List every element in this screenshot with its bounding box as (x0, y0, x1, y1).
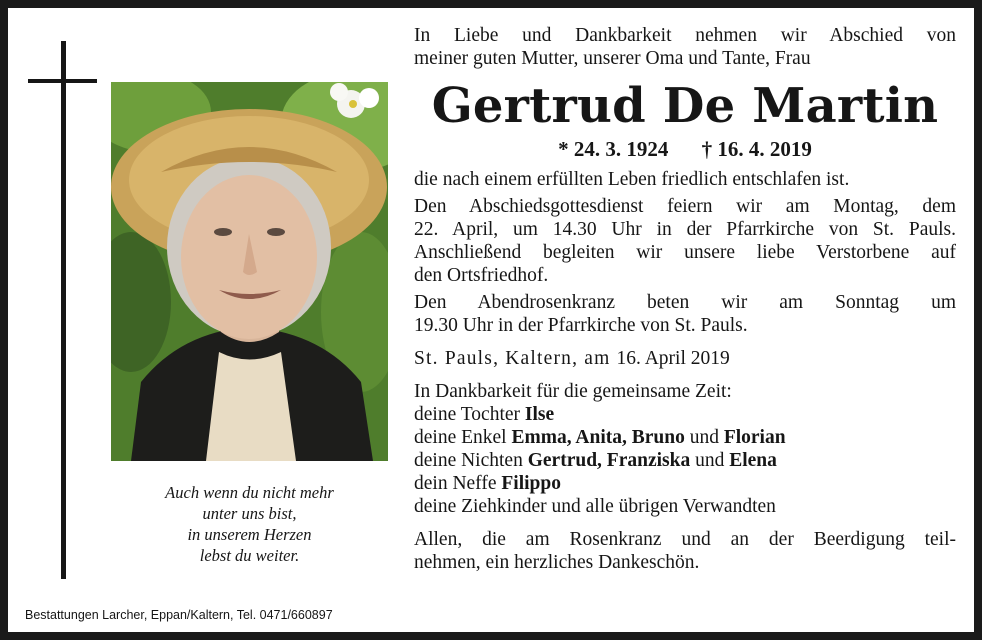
family-label: deine Tochter (414, 404, 521, 425)
rosary-line: 19.30 Uhr in der Pfarrkirche von St. Pauls. (414, 315, 748, 336)
service-line: Den Abschiedsgottesdienst feiern wir am Montag, dem (414, 196, 956, 217)
family-nephew (414, 472, 956, 495)
family-names: Gertrud, Franziska (527, 450, 691, 471)
closing-line: nehmen, ein herzliches Dankeschön. (414, 552, 700, 573)
thanks-intro: In Dankbarkeit für die gemeinsame Zeit: (414, 381, 732, 402)
portrait-illustration (111, 82, 388, 461)
family-label: dein Neffe (414, 473, 497, 494)
paragraph-peaceful: die nach einem erfüllten Leben friedlich entschlafen ist. (414, 169, 850, 190)
service-line: 22. April, um 14.30 Uhr in der Pfarrkirche von St. Pauls. (414, 219, 956, 240)
portrait-photo (111, 82, 388, 461)
quote-line: in unserem Herzen (187, 525, 312, 544)
family-names: Elena (729, 450, 777, 471)
family-others: deine Ziehkinder und alle übrigen Verwandten (414, 496, 776, 517)
quote-line: Auch wenn du nicht mehr (165, 483, 334, 502)
family-nieces (414, 449, 956, 472)
closing-line: Allen, die am Rosenkranz und an der Beerdigung teil- (414, 529, 956, 550)
family-conjunction: und (695, 450, 725, 471)
memorial-quote (111, 482, 388, 566)
quote-line: lebst du weiter. (199, 546, 300, 565)
deceased-name: Gertrud De Martin (431, 78, 939, 134)
obituary-card (8, 8, 974, 632)
family-label: deine Nichten (414, 450, 523, 471)
funeral-home-footer: Bestattungen Larcher, Eppan/Kaltern, Tel. 0471/660897 (25, 608, 333, 622)
family-grandchildren (414, 426, 956, 449)
family-names: Florian (723, 427, 786, 448)
cross-icon (61, 41, 66, 579)
cross-icon-bar (28, 79, 97, 83)
life-dates (414, 136, 956, 162)
obituary-text (414, 24, 956, 574)
intro-line: In Liebe und Dankbarkeit nehmen wir Abschied von (414, 25, 956, 46)
rosary-line: Den Abendrosenkranz beten wir am Sonntag um (414, 292, 956, 313)
family-names: Emma, Anita, Bruno (511, 427, 685, 448)
intro-line: meiner guten Mutter, unserer Oma und Tante, Frau (414, 48, 811, 69)
place-date (414, 347, 956, 370)
family-names: Filippo (501, 473, 561, 494)
birth-date: * 24. 3. 1924 (558, 137, 669, 161)
service-line: den Ortsfriedhof. (414, 265, 549, 286)
family-conjunction: und (689, 427, 719, 448)
family-daughter (414, 403, 956, 426)
date: 16. April 2019 (616, 348, 730, 369)
service-line: Anschließend begleiten wir unsere liebe Verstorbene auf (414, 242, 956, 263)
place: St. Pauls, Kaltern, am (414, 348, 611, 369)
family-names: Ilse (524, 404, 555, 425)
death-date: † 16. 4. 2019 (701, 137, 812, 161)
quote-line: unter uns bist, (202, 504, 297, 523)
family-label: deine Enkel (414, 427, 507, 448)
